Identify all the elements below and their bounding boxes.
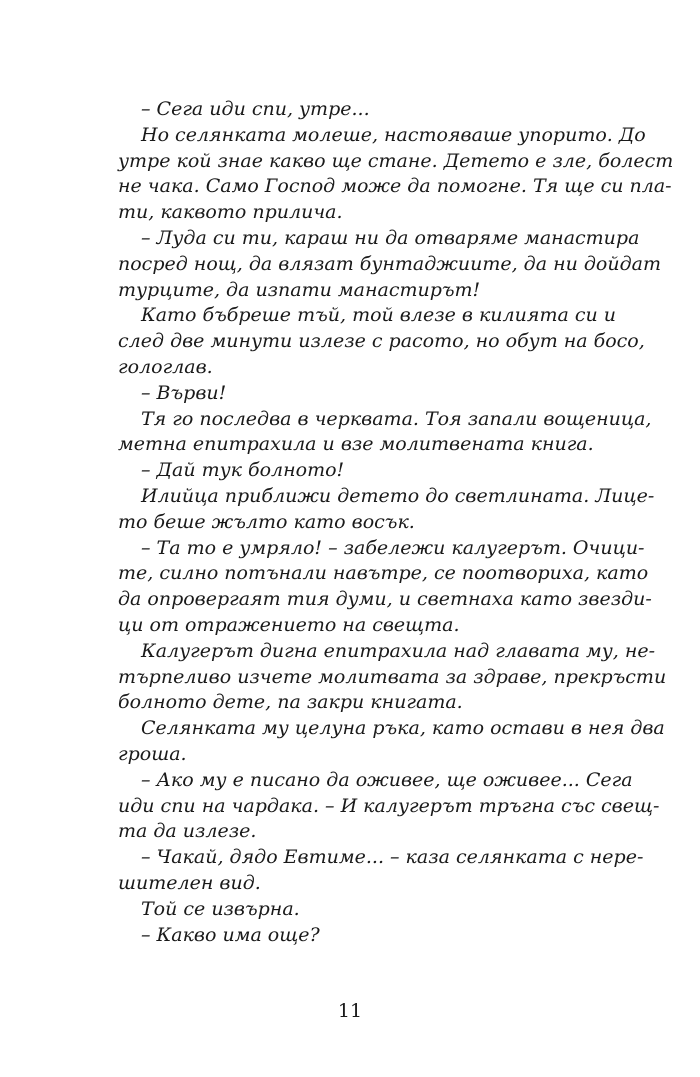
text-line: да опровергаят тия думи, и светнаха като звезди- [118,588,652,611]
text-line: гологлав. [118,355,213,378]
text-line: посред нощ, да влязат бунтаджиите, да ни дойдат [118,252,661,275]
text-line: Но селянката молеше, настояваше упорито. До [141,123,646,146]
text-line: след две минути излезе с расото, но обут на босо, [118,330,645,353]
text-line: – Какво има още? [141,923,320,946]
text-line: – Луда си ти, караш ни да отваряме манастира [141,226,640,249]
text-line: търпеливо изчете молитвата за здраве, прекръсти [118,665,667,688]
text-line: Като бъбреше тъй, той влезе в килията си и [141,304,616,327]
text-line: Той се извърна. [141,897,300,920]
text-line: – Чакай, дядо Евтиме... – каза селянката с нере- [141,846,644,869]
body-text [118,97,674,948]
text-line: то беше жълто като восък. [118,510,415,533]
text-line: болното дете, па закри книгата. [118,691,463,714]
text-line: – Върви! [141,381,227,404]
text-line: Илийца приближи детето до светлината. Лице- [141,484,655,507]
text-line: те, силно потънали навътре, се поотвориха, като [118,562,649,585]
text-line: – Ако му е писано да оживее, ще оживее... Сега [141,768,633,791]
text-line: – Дай тук болното! [141,459,345,482]
text-line: не чака. Само Господ може да помогне. Тя ще си пла- [118,175,672,198]
text-line: турците, да изпати манастирът! [118,278,481,301]
text-line: ти, каквото прилича. [118,201,343,224]
page-number: 11 [337,1000,363,1022]
text-line: шителен вид. [118,871,261,894]
text-line: метна епитрахила и взе молитвената книга. [118,433,594,456]
text-line: гроша. [118,742,187,765]
text-line: – Та то е умряло! – забележи калугерът. Очици- [141,536,645,559]
text-line: ци от отражението на свещта. [118,613,460,636]
text-line: Калугерът дигна епитрахила над главата му, не- [141,639,656,662]
text-line: иди спи на чардака. – И калугерът тръгна със свещ- [118,794,660,817]
text-line: утре кой знае какво ще стане. Детето е зле, болест [118,149,674,172]
text-line: Селянката му целуна ръка, като остави в нея два [141,717,665,740]
text-line: та да излезе. [118,820,257,843]
text-line: Тя го последва в черквата. Тоя запали вощеница, [141,407,652,430]
text-line: – Сега иди спи, утре... [141,98,370,120]
